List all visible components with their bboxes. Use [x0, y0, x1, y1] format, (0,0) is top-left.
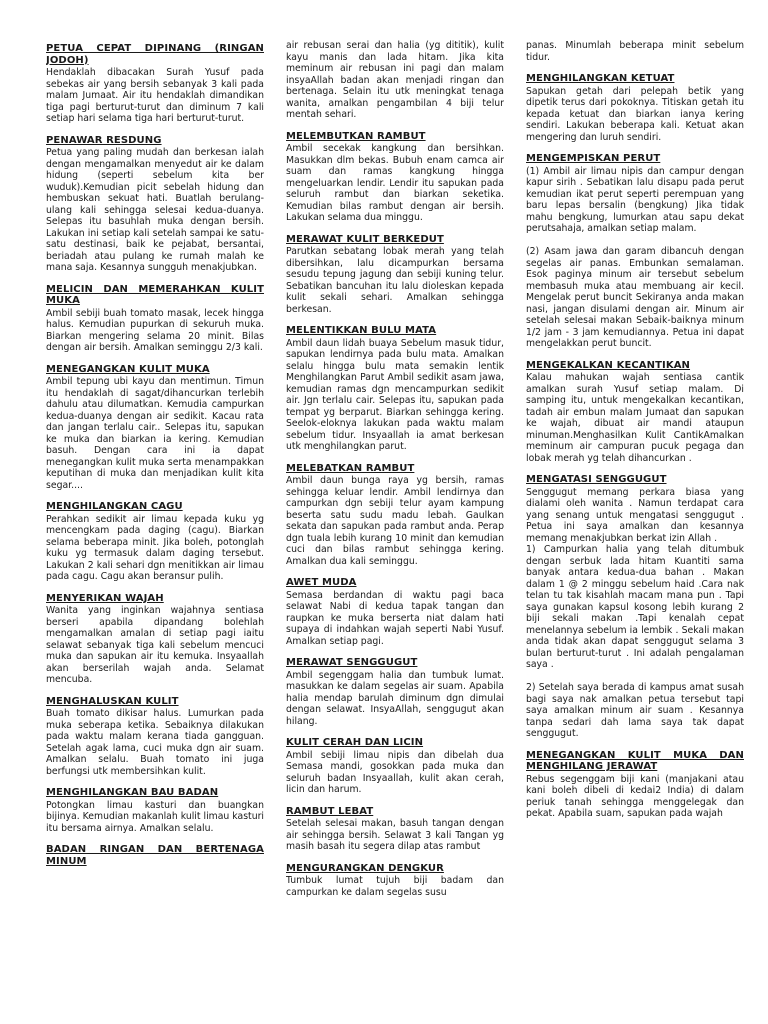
- tip-section: [286, 131, 504, 224]
- section-heading: MELEBATKAN RAMBUT: [286, 462, 415, 474]
- column-1: [46, 43, 264, 1024]
- section-body: Semasa berdandan di waktu pagi baca selawat Nabi di kedua tapak tangan dan raupkan ke muka berserta niat dalam hati supaya di indahkan wajah seperti Nabi Yusuf. Amalkan setiap pagi.: [286, 589, 504, 647]
- section-body: Buah tomato dikisar halus. Lumurkan pada muka seberapa ketika. Sebaiknya dilakukan pada waktu malam kerana tiada gangguan. Setelah agak lama, cuci muka dgn air suam. Amalkan selalu. Buah tomato ini juga berfungsi utk membersihkan kulit.: [46, 708, 264, 777]
- section-heading: MENGEMPISKAN PERUT: [526, 153, 661, 164]
- section-body: (1) Ambil air limau nipis dan campur dengan kapur sirih . Sebatikan lalu disapu pada perut kemudian ikat perut seperti perempuan yang baru lepas bersalin (bengkung) Jika tidak mahu bengkung, lumurkan atau sapu dekat perutsahaja, amalkan setiap malam. (2) Asam jawa dan garam dibancuh dengan segelas air panas. Embunkan semalaman. Esok paginya minum air tersebut sebelum membasuh muka atau membuang air kecil. Mengelak perut buncit Sekiranya anda makan nasi, jangan disulami dengan air. Minum air setelah selesai makan Sebaik-baiknya minum 1/2 jam - 3 jam kemudiannya. Petua ini dapat mengelakkan perut buncit.: [526, 165, 744, 349]
- section-heading: MENYERIKAN WAJAH: [46, 592, 164, 604]
- section-heading: MENEGANGKAN KULIT MUKA: [46, 363, 210, 375]
- column-2: [286, 40, 504, 1024]
- tip-section: [526, 40, 744, 63]
- section-body: Ambil segenggam halia dan tumbuk lumat. masukkan ke dalam segelas air suam. Apabila halia mendap barulah diminum dgn dimulai dengan selawat. InsyaAllah, senggugut akan hilang.: [286, 669, 504, 727]
- tip-section: [286, 234, 504, 316]
- tip-section: [526, 750, 744, 820]
- section-body: Senggugut memang perkara biasa yang dialami oleh wanita . Namun terdapat cara yang senang untuk mengatasi senggugut . Petua ini saya amalkan dan kesannya memang menakjubkan berkat izin Allah . 1) Campurkan halia yang telah ditumbuk dengan serbuk lada hitam Kuantiti sama banyak antara kedua-dua bahan . Makan dalam 1 @ 2 minggu sebelum haid .Cara nak telan tu tak kisahlah macam mana pun . Tapi saya gunakan kapsul kosong lebih kurang 2 biji sekali makan .Tapi kenalah cepat menelannya sebelum ia lembik . Sekali makan anda tidak akan dapat senggugut selama 3 bulan berturut-turut . Ini adalah pengalaman saya . 2) Setelah saya berada di kampus amat susah bagi saya nak amalkan petua tersebut tapi saya amalkan minum air suam . Kesannya tanpa sedari dah lama saya tak dapat senggugut.: [526, 486, 744, 739]
- section-heading: MELENTIKKAN BULU MATA: [286, 325, 437, 336]
- section-body: Hendaklah dibacakan Surah Yusuf pada sebekas air yang bersih sebanyak 3 kali pada malam Jumaat. Air itu hendaklah dimandikan tiga pagi berturut-turut dan diminum 7 kali setiap hari selama tiga hari berturut-turut.: [46, 67, 264, 124]
- column-3: [526, 40, 744, 1024]
- section-heading: BADAN RINGAN DAN BERTENAGA MINUM: [46, 844, 264, 867]
- tip-section: [526, 474, 744, 740]
- tip-section: [526, 73, 744, 143]
- tip-section: [46, 135, 264, 274]
- tip-section: [46, 364, 264, 492]
- section-body: Wanita yang inginkan wajahnya sentiasa berseri apabila dipandang bolehlah mengamalkan amalan di setiap pagi iaitu selawat sebanyak tiga kali sebelum mencuci muka dan sapukan air itu kemuka. Insyaallah akan berserilah wajah anda. Selamat mencuba.: [46, 605, 264, 685]
- tip-section: [286, 325, 504, 453]
- section-body: Sapukan getah dari pelepah betik yang dipetik terus dari pokoknya. Titiskan getah itu kepada ketuat dan biarkan ianya kering sendiri. Lakukan beberapa kali. Ketuat akan mengering dan luruh sendiri.: [526, 85, 744, 143]
- section-heading: MERAWAT SENGGUGUT: [286, 657, 418, 668]
- section-heading: AWET MUDA: [286, 577, 357, 588]
- tip-section: [46, 787, 264, 834]
- section-heading: MENEGANGKAN KULIT MUKA DAN MENGHILANG JERAWAT: [526, 749, 744, 772]
- section-body: air rebusan serai dan halia (yg dititik), kulit kayu manis dan lada hitam. Jika kita meminum air rebusan ini pagi dan malam insyaAllah badan akan menjadi ringan dan bertenaga. Selain itu utk meningkat tenaga wanita, amalkan pengambilan 4 biji telur mentah sehari.: [286, 40, 504, 120]
- tip-section: [46, 696, 264, 778]
- section-heading: MERAWAT KULIT BERKEDUT: [286, 233, 444, 245]
- section-heading: MELEMBUTKAN RAMBUT: [286, 130, 426, 142]
- section-body: Kalau mahukan wajah sentiasa cantik amalkan surah Yusuf setiap malam. Di samping itu, untuk mengekalkan kecantikan, tadah air embun malam Jumaat dan sapukan ke wajah, dibuat air mandi ataupun minuman.Menghasilkan Kulit CantikAmalkan meminum air campuran pucuk pegaga dan lobak merah yg telah dihancurkan .: [526, 372, 744, 464]
- tip-section: [46, 844, 264, 867]
- tip-section: [526, 153, 744, 350]
- section-body: panas. Minumlah beberapa minit sebelum tidur.: [526, 40, 744, 63]
- section-body: Ambil sebiji limau nipis dan dibelah dua Semasa mandi, gosokkan pada muka dan seluruh badan Insyaallah, kulit akan cerah, licin dan harum.: [286, 749, 504, 795]
- tip-section: [46, 501, 264, 583]
- section-body: Rebus segenggam biji kani (manjakani atau kani boleh dibeli di kedai2 India) di dalam periuk tanah sehingga menggelegak dan pekat. Apabila suam, sapukan pada wajah: [526, 773, 744, 819]
- section-body: Petua yang paling mudah dan berkesan ialah dengan mengamalkan menyedut air ke dalam hidung (seperti sebelum kita ber wuduk).Kemudian picit sebelah hidung dan hembuskan sekuat hati. Buatlah berulang-ulang kali sehingga selesai kedua-duanya. Selepas itu basuhlah muka dengan bersih. Lakukan ini setiap kali setelah sampai ke satu-satu destinasi, baik ke pejabat, bersantai, beriadah atau pulang ke rumah malah ke mana saja. Kesannya sungguh menakjubkan.: [46, 147, 264, 273]
- tip-section: [46, 593, 264, 686]
- section-body: Parutkan sebatang lobak merah yang telah dibersihkan, lalu dicampurkan bersama sesudu tepung jagung dan sebiji kuning telur. Sebatikan bancuhan itu lalu dioleskan kepada kulit sekali sehari. Amalkan sehingga berkesan.: [286, 246, 504, 315]
- tip-section: [526, 360, 744, 465]
- section-heading: MENGURANGKAN DENGKUR: [286, 862, 444, 874]
- section-heading: MENGHILANGKAN BAU BADAN: [46, 787, 219, 798]
- section-heading: MENGEKALKAN KECANTIKAN: [526, 359, 691, 371]
- section-heading: KULIT CERAH DAN LICIN: [286, 737, 424, 748]
- section-heading: MELICIN DAN MEMERAHKAN KULIT MUKA: [46, 283, 264, 306]
- section-body: Setelah selesai makan, basuh tangan dengan air sehingga bersih. Selawat 3 kali Tangan yg masih basah itu segera dilap atas rambut: [286, 818, 504, 852]
- section-heading: MENGHILANGKAN KETUAT: [526, 73, 675, 84]
- section-heading: MENGHILANGKAN CAGU: [46, 501, 183, 512]
- tip-section: [286, 463, 504, 568]
- tip-section: [46, 43, 264, 125]
- section-body: Ambil sebiji buah tomato masak, lecek hingga halus. Kemudian pupurkan di sekuruh muka. Biarkan mengering selama 20 minit. Bilas dengan air bersih. Amalkan seminggu 2/3 kali.: [46, 307, 264, 353]
- section-heading: MENGHALUSKAN KULIT: [46, 695, 179, 707]
- section-heading: PENAWAR RESDUNG: [46, 134, 162, 146]
- tip-section: [286, 806, 504, 853]
- section-body: Ambil tepung ubi kayu dan mentimun. Timun itu hendaklah di sagat/dihancurkan terlebih dahulu atau dilumatkan. Kemudia campurkan kedua-duanya dengan air sedikit. Kacau rata dan jangan terlalu cair.. Selepas itu, sapukan ke muka dan biarkan ia kering. Kemudian basuh. Dengan cara ini ia dapat menegangkan kulit muka serta menampakkan keputihan di muka dan menjadikan kulit kita segar....: [46, 376, 264, 491]
- section-body: Tumbuk lumat tujuh biji badam dan campurkan ke dalam segelas susu: [286, 875, 504, 898]
- section-heading: PETUA CEPAT DIPINANG (RINGAN JODOH): [46, 43, 264, 66]
- section-body: Ambil secekak kangkung dan bersihkan. Masukkan dlm bekas. Bubuh enam camca air suam dan ramas kangkung hingga mengeluarkan lendir. Lendir itu sapukan pada seluruh rambut dan biarkan seketika. Kemudian bilas rambut dengan air bersih. Lakukan selama dua minggu.: [286, 143, 504, 223]
- tip-section: [286, 40, 504, 121]
- section-heading: RAMBUT LEBAT: [286, 805, 374, 817]
- section-body: Perahkan sedikit air limau kepada kuku yg mencengkam pada daging (cagu). Biarkan selama beberapa minit. Jika boleh, potonglah kuku yg termasuk dalam daging tersebut. Lakukan 2 kali sehari dgn menitikkan air limau pada cagu. Cagu akan beransur pulih.: [46, 513, 264, 582]
- tip-section: [46, 284, 264, 354]
- section-body: Potongkan limau kasturi dan buangkan bijinya. Kemudian makanlah kulit limau kasturi itu bersama airnya. Amalkan selalu.: [46, 799, 264, 834]
- tip-section: [286, 657, 504, 727]
- section-heading: MENGATASI SENGGUGUT: [526, 474, 667, 485]
- tip-section: [286, 737, 504, 796]
- tip-section: [286, 863, 504, 899]
- tip-section: [286, 577, 504, 647]
- section-body: Ambil daun bunga raya yg bersih, ramas sehingga keluar lendir. Ambil lendirnya dan campurkan dgn sebiji telur ayam kampung beserta satu sudu madu lebah. Gaulkan sekata dan sapukan pada rambut anda. Perap dgn tuala lebih kurang 10 minit dan kemudian cuci dan bilas rambut sehingga kering. Amalkan dua kali seminggu.: [286, 475, 504, 567]
- section-body: Ambil daun lidah buaya Sebelum masuk tidur, sapukan lendirnya pada bulu mata. Amalkan selalu hingga bulu mata semakin lentik Menghilangkan Parut Ambil sedikit asam jawa, kemudian ramas dgn mencampurkan sedikit air. Jgn terlalu cair. Selepas itu, sapukan pada tempat yg berparut. Biarkan sehingga kering. Seelok-eloknya lakukan pada waktu malam sebelum tidur. Insyaallah ia amat berkesan utk menghilangkan parut.: [286, 337, 504, 452]
